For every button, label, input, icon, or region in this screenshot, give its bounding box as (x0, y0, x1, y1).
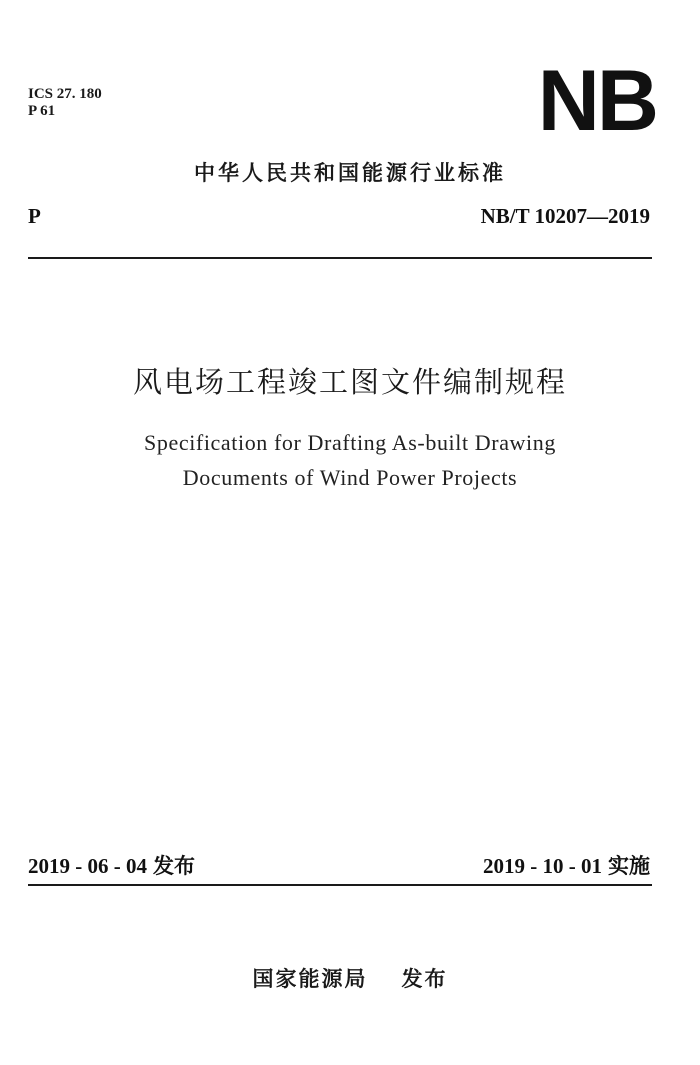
publisher-action: 发布 (401, 967, 448, 991)
ics-block (28, 86, 102, 120)
implementation-date-label: 实施 (608, 854, 650, 878)
issue-date (28, 850, 195, 880)
ccs-code: P 61 (28, 103, 56, 119)
standard-number: NB/T 10207—2019 (480, 204, 650, 228)
implementation-date-value: 2019 - 10 - 01 (483, 854, 602, 878)
publisher (0, 963, 700, 993)
classification-code: P (28, 204, 41, 228)
standard-category: 中华人民共和国能源行业标准 (194, 161, 506, 185)
english-title-line-1: Specification for Drafting As-built Drawing (144, 430, 556, 455)
english-title-line-2: Documents of Wind Power Projects (182, 465, 518, 490)
publisher-name: 国家能源局 (252, 967, 368, 991)
issue-date-label: 发布 (153, 854, 195, 878)
top-divider (28, 257, 652, 259)
issue-date-value: 2019 - 06 - 04 (28, 854, 147, 878)
english-title (0, 425, 700, 495)
chinese-title: 风电场工程竣工图文件编制规程 (132, 365, 567, 399)
nb-logo: NB (537, 53, 656, 149)
ics-code: ICS 27. 180 (28, 86, 102, 102)
bottom-divider (28, 884, 652, 886)
implementation-date (483, 850, 650, 880)
